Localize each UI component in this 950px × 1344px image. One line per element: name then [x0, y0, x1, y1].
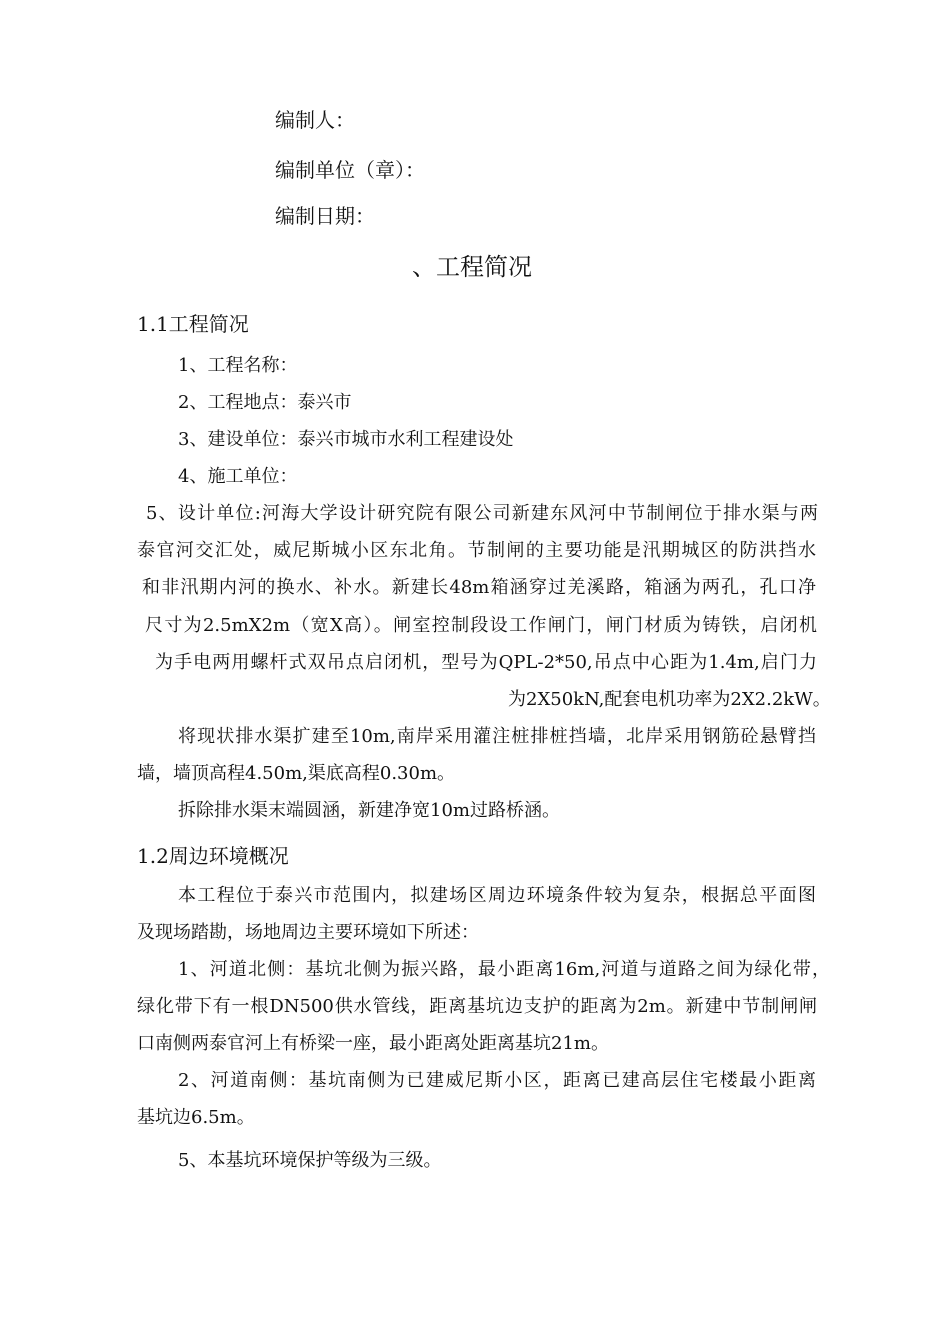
- design-unit-line: 为手电两用螺杆式双吊点启闭机，型号为QPL-2*50,吊点中心距为1.4m,启门力: [155, 652, 817, 673]
- compiling-date-label: 编制日期：: [275, 204, 375, 228]
- north-side-line: 口南侧两泰官河上有桥梁一座，最小距离处距离基坑21m。: [137, 1033, 609, 1054]
- protection-level-paragraph: 5、本基坑环境保护等级为三级。: [178, 1150, 442, 1171]
- culvert-removal-paragraph: 拆除排水渠末端圆涵，新建净宽10m过路桥涵。: [178, 800, 560, 821]
- south-side-line: 基坑边6.5m。: [137, 1107, 255, 1128]
- channel-expansion-line: 墙，墙顶高程4.50m,渠底高程0.30m。: [137, 763, 456, 784]
- design-unit-line: 泰官河交汇处，威尼斯城小区东北角。节制闸的主要功能是汛期城区的防洪挡水: [137, 540, 816, 561]
- environment-overview-line: 本工程位于泰兴市范围内，拟建场区周边环境条件较为复杂，根据总平面图: [178, 885, 816, 906]
- compiler-label: 编制人：: [275, 108, 355, 132]
- section-heading-1-1: 1.1工程简况: [137, 312, 249, 336]
- north-side-line: 1、河道北侧：基坑北侧为振兴路，最小距离16m,河道与道路之间为绿化带，: [178, 959, 830, 980]
- construction-unit-item: 4、施工单位：: [178, 466, 298, 487]
- south-side-line: 2、河道南侧：基坑南侧为已建威尼斯小区，距离已建高层住宅楼最小距离: [178, 1070, 816, 1091]
- project-name-item: 1、工程名称：: [178, 355, 298, 376]
- section-heading-1-2: 1.2周边环境概况: [137, 844, 289, 868]
- owner-unit-item: 3、建设单位：泰兴市城市水利工程建设处: [178, 429, 514, 450]
- design-unit-line: 尺寸为2.5mX2m（宽X高）。闸室控制段设工作闸门，闸门材质为铸铁，启闭机: [145, 615, 817, 636]
- compiling-unit-label: 编制单位（章）：: [275, 158, 425, 182]
- design-unit-line: 为2X50kN,配套电机功率为2X2.2kW。: [508, 689, 831, 710]
- channel-expansion-line: 将现状排水渠扩建至10m,南岸采用灌注桩排桩挡墙，北岸采用钢筋砼悬臂挡: [178, 726, 816, 747]
- north-side-line: 绿化带下有一根DN500供水管线，距离基坑边支护的距离为2m。新建中节制闸闸: [137, 996, 817, 1017]
- design-unit-line: 5、设计单位:河海大学设计研究院有限公司新建东风河中节制闸位于排水渠与两: [146, 503, 818, 524]
- chapter-title: 、工程简况: [412, 253, 532, 281]
- project-location-item: 2、工程地点：泰兴市: [178, 392, 352, 413]
- environment-overview-line: 及现场踏勘，场地周边主要环境如下所述：: [137, 922, 479, 943]
- design-unit-line: 和非汛期内河的换水、补水。新建长48m箱涵穿过羌溪路，箱涵为两孔，孔口净: [142, 577, 816, 598]
